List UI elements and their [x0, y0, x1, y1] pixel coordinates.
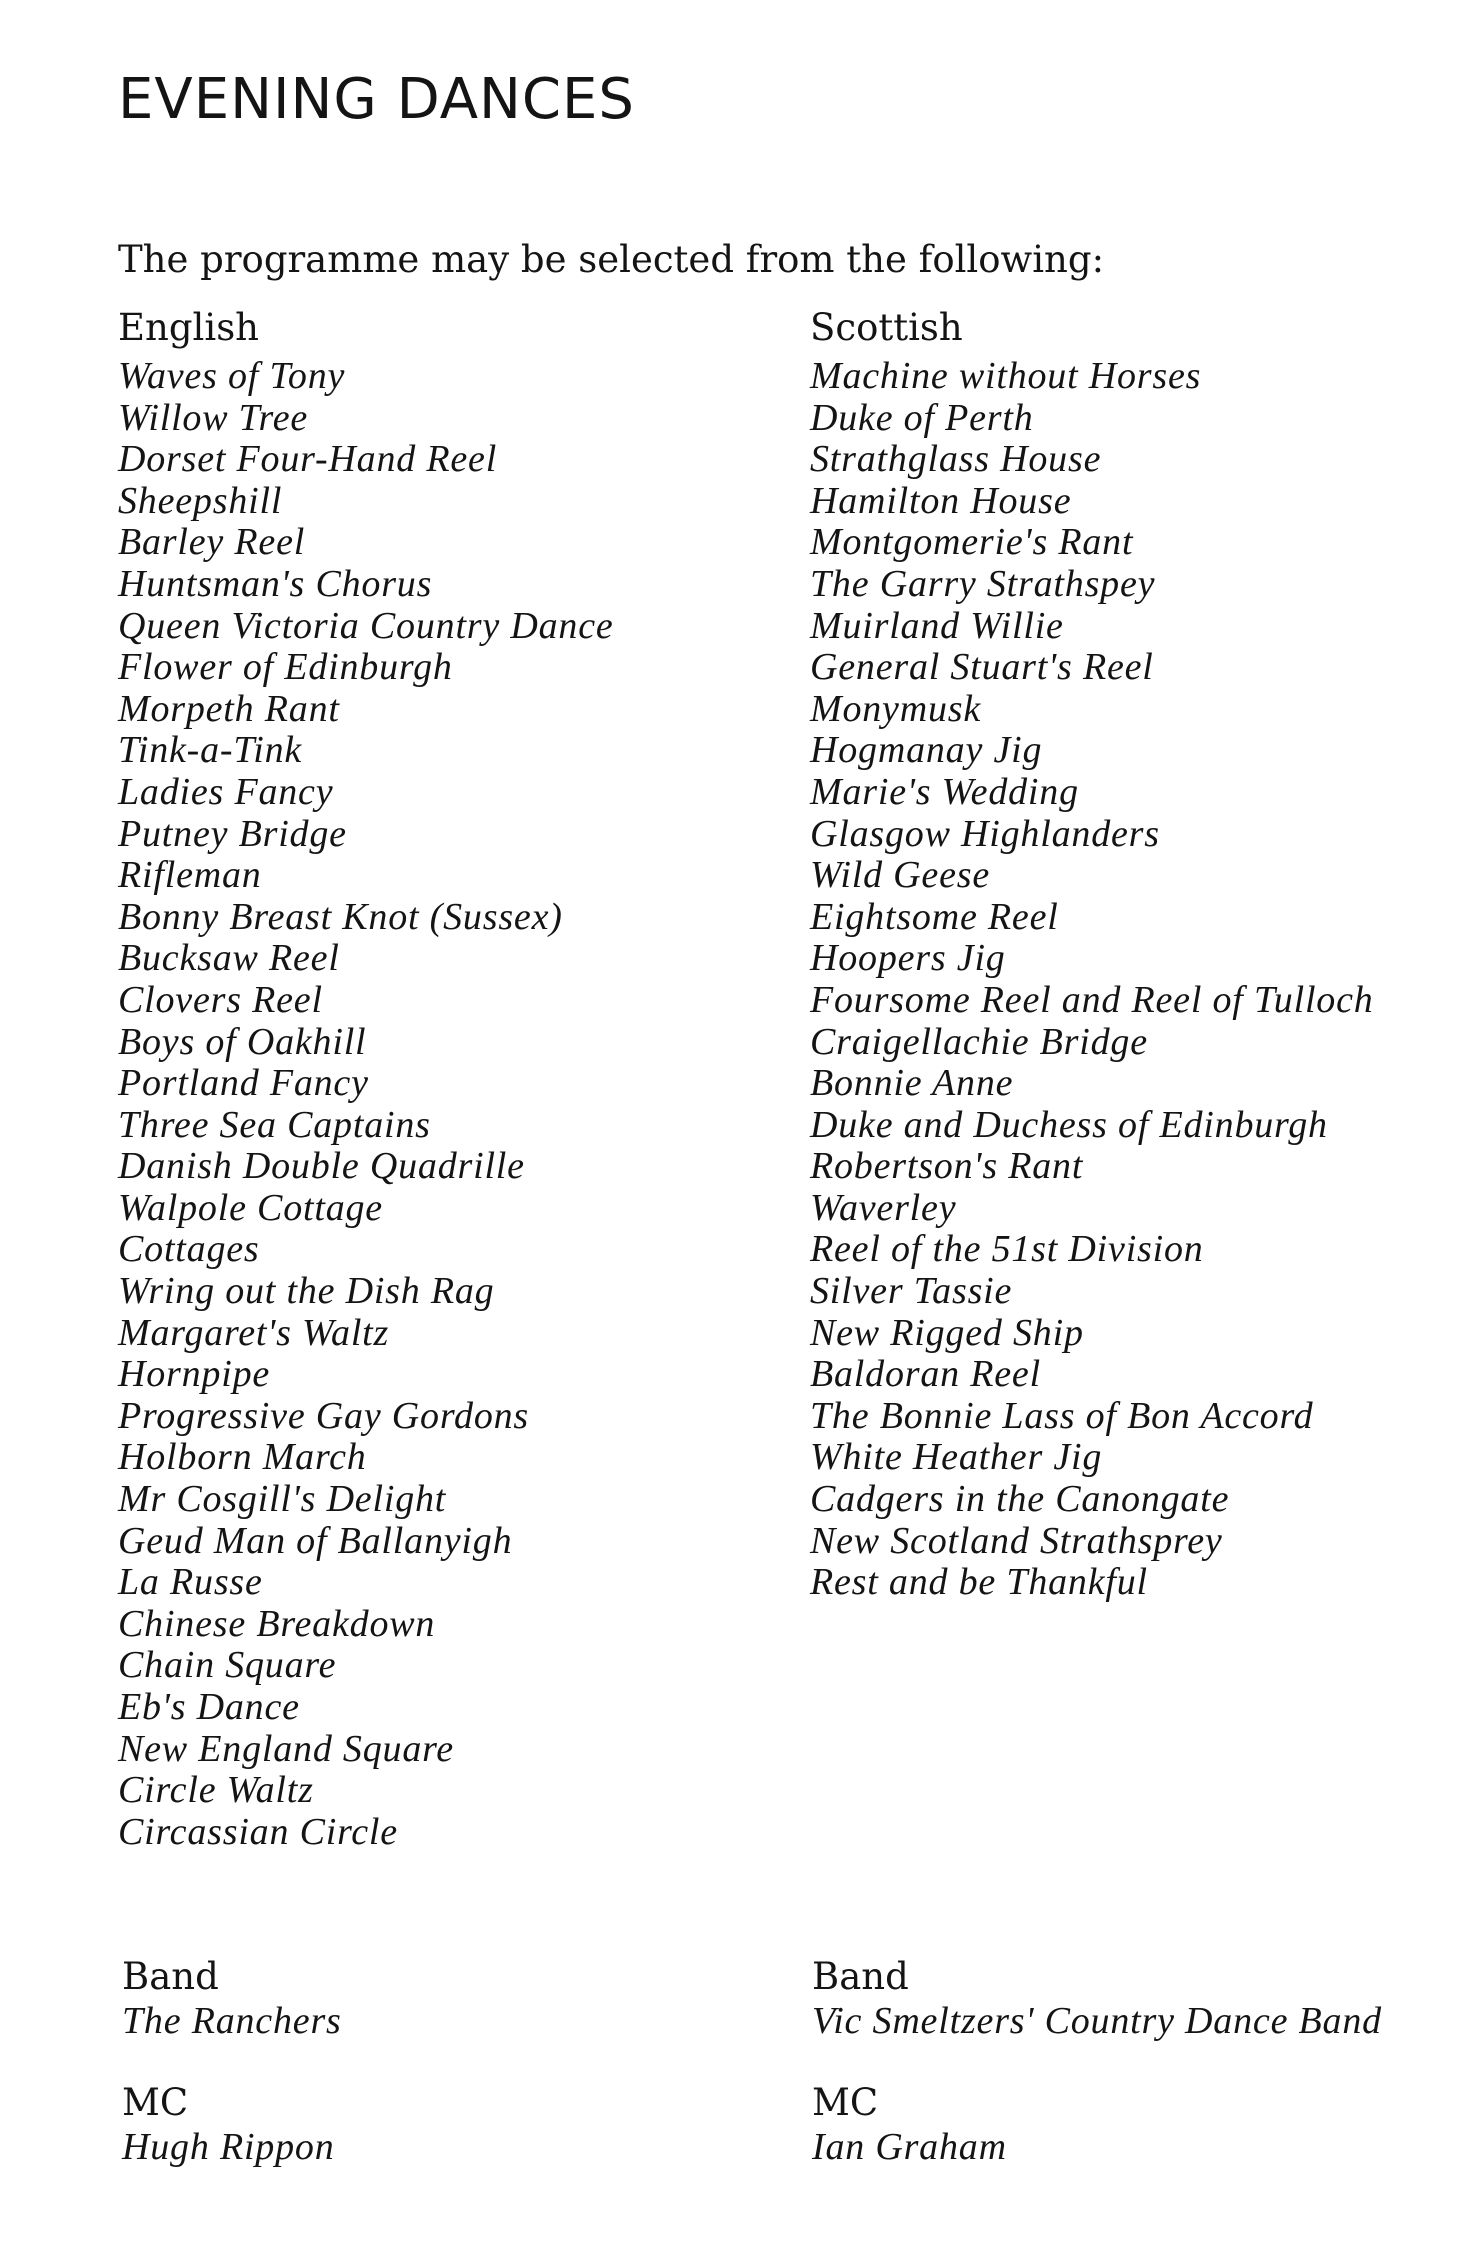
english-dance-item: Queen Victoria Country Dance: [118, 604, 614, 647]
scottish-dance-item: Bonnie Anne: [810, 1062, 1014, 1105]
english-dance-item: Geud Man of Ballanyigh: [118, 1519, 513, 1562]
english-dance-item: Hornpipe: [118, 1353, 271, 1396]
english-column: [118, 308, 818, 1853]
english-dance-item: Waves of Tony: [118, 355, 346, 397]
english-dance-item: Circassian Circle: [118, 1810, 398, 1853]
scottish-dance-item: Glasgow Highlanders: [810, 812, 1160, 855]
scottish-credits: [812, 1955, 1382, 2207]
scottish-dance-item: Montgomerie's Rant: [810, 521, 1134, 564]
scottish-mc-name: Ian Graham: [812, 2126, 1007, 2168]
intro-text: The programme may be selected from the following:: [118, 238, 1105, 281]
scottish-dance-item: Hogmanay Jig: [810, 729, 1043, 772]
scottish-dance-item: Monymusk: [810, 687, 982, 730]
scottish-dance-item: Muirland Willie: [810, 604, 1064, 647]
english-heading: English: [118, 306, 260, 349]
english-dance-item: Eb's Dance: [118, 1686, 300, 1728]
english-dance-item: Tink-a-Tink: [118, 729, 303, 772]
scottish-dance-item: Strathglass House: [810, 438, 1102, 481]
english-dance-item: Cottages: [118, 1228, 260, 1271]
english-dance-item: Walpole Cottage: [118, 1186, 383, 1229]
scottish-dance-item: Reel of the 51st Division: [810, 1228, 1204, 1271]
scottish-dance-item: General Stuart's Reel: [810, 646, 1154, 689]
scottish-dance-item: Marie's Wedding: [810, 770, 1079, 813]
english-dance-item: Morpeth Rant: [118, 687, 340, 730]
page-title: EVENING DANCES: [118, 67, 635, 132]
english-dance-item: Chinese Breakdown: [118, 1602, 436, 1645]
english-dance-item: Dorset Four-Hand Reel: [118, 438, 498, 481]
english-dance-item: Danish Double Quadrille: [118, 1145, 525, 1188]
english-dance-item: Boys of Oakhill: [118, 1020, 367, 1063]
scottish-dance-item: Duke and Duchess of Edinburgh: [810, 1103, 1328, 1146]
english-dance-item: Willow Tree: [118, 396, 309, 439]
scottish-dance-item: Robertson's Rant: [810, 1145, 1084, 1188]
scottish-dance-item: Hoopers Jig: [810, 937, 1006, 980]
english-dance-item: Sheepshill: [118, 479, 283, 522]
english-dance-item: Huntsman's Chorus: [118, 562, 433, 605]
scottish-dance-item: Craigellachie Bridge: [810, 1020, 1148, 1063]
english-dance-item: Barley Reel: [118, 521, 306, 564]
english-mc-label: MC: [122, 2081, 189, 2124]
scottish-dance-item: Waverley: [810, 1186, 957, 1229]
scottish-dance-item: Silver Tassie: [810, 1270, 1013, 1313]
english-dance-item: Progressive Gay Gordons: [118, 1394, 530, 1437]
english-dance-item: Circle Waltz: [118, 1769, 314, 1812]
english-dance-item: Putney Bridge: [118, 812, 347, 855]
scottish-band-name: Vic Smeltzers' Country Dance Band: [812, 2000, 1382, 2042]
scottish-dance-list: [810, 356, 1472, 1604]
scottish-dance-item: The Garry Strathspey: [810, 562, 1156, 605]
scottish-dance-item: Duke of Perth: [810, 396, 1034, 439]
scottish-dance-item: White Heather Jig: [810, 1436, 1103, 1479]
english-credits: [122, 1955, 342, 2207]
scottish-heading: Scottish: [810, 306, 963, 349]
english-mc-name: Hugh Rippon: [122, 2126, 335, 2168]
scottish-mc-label: MC: [812, 2081, 879, 2124]
scottish-dance-item: Cadgers in the Canongate: [810, 1478, 1230, 1521]
english-dance-item: New England Square: [118, 1727, 454, 1770]
scottish-dance-item: Foursome Reel and Reel of Tulloch: [810, 978, 1374, 1021]
scottish-dance-item: Eightsome Reel: [810, 895, 1059, 938]
english-dance-item: Margaret's Waltz: [118, 1311, 390, 1354]
scottish-dance-item: New Scotland Strathsprey: [810, 1519, 1223, 1562]
scottish-dance-item: Machine without Horses: [810, 355, 1202, 397]
english-dance-item: Three Sea Captains: [118, 1103, 431, 1146]
english-dance-item: Clovers Reel: [118, 978, 323, 1021]
scottish-dance-item: Rest and be Thankful: [810, 1561, 1148, 1604]
scottish-band-label: Band: [812, 1955, 909, 1998]
scottish-dance-item: New Rigged Ship: [810, 1311, 1084, 1354]
english-dance-item: Flower of Edinburgh: [118, 646, 453, 689]
english-band-label: Band: [122, 1955, 219, 1998]
english-dance-item: Mr Cosgill's Delight: [118, 1478, 447, 1521]
scottish-column: [810, 308, 1472, 1604]
english-dance-item: Bonny Breast Knot (Sussex): [118, 895, 563, 938]
scottish-dance-item: The Bonnie Lass of Bon Accord: [810, 1394, 1314, 1437]
english-dance-item: Wring out the Dish Rag: [118, 1270, 495, 1313]
english-dance-item: Holborn March: [118, 1436, 367, 1479]
english-dance-item: Ladies Fancy: [118, 770, 334, 813]
scottish-dance-item: Baldoran Reel: [810, 1353, 1041, 1396]
english-dance-item: La Russe: [118, 1561, 263, 1604]
english-dance-item: Bucksaw Reel: [118, 937, 340, 980]
english-dance-item: Rifleman: [118, 854, 262, 897]
scottish-dance-item: Wild Geese: [810, 854, 991, 897]
english-band-name: The Ranchers: [122, 2000, 342, 2042]
english-dance-item: Chain Square: [118, 1644, 337, 1687]
english-dance-list: [118, 356, 818, 1853]
scottish-dance-item: Hamilton House: [810, 479, 1072, 522]
english-dance-item: Portland Fancy: [118, 1062, 369, 1105]
